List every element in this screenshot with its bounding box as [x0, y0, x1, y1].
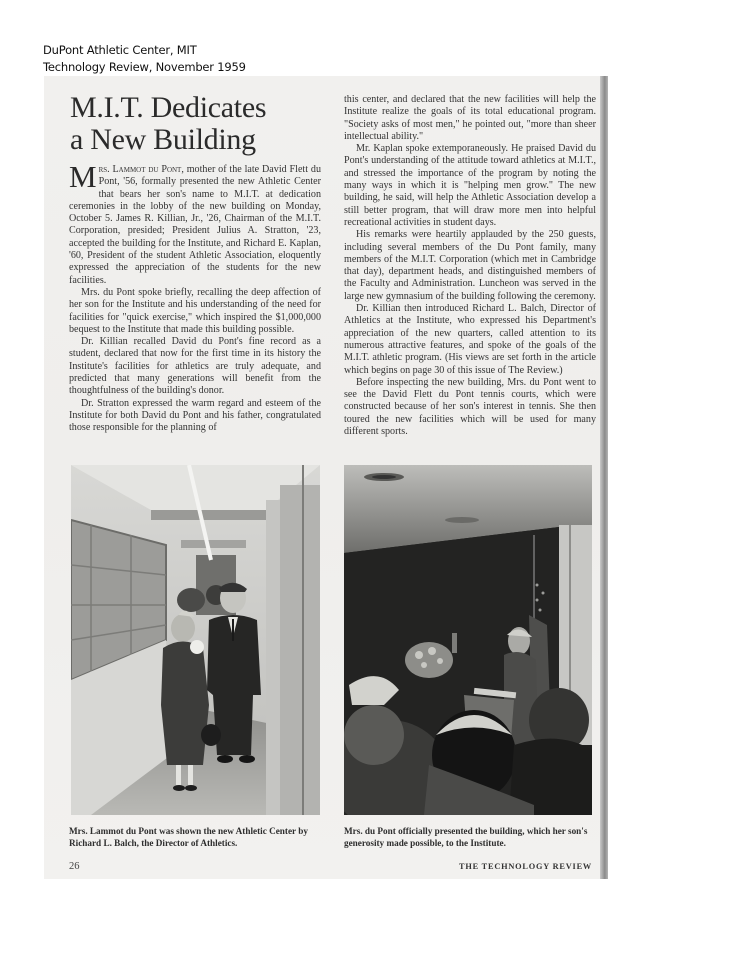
left-text-column: [69, 159, 321, 435]
article-paragraph: Dr. Stratton expressed the warm regard and esteem of the Institute for both David du Pont and his father, congratulated those responsible for the planning of: [69, 397, 321, 434]
photo-caption-left: Mrs. Lammot du Pont was shown the new Athletic Center by Richard L. Balch, the Director of Athletics.: [69, 826, 308, 848]
article-paragraph: His remarks were heartily applauded by the 250 guests, including several members of the Du Pont family, many members of the M.I.T. Corporation (which met in Cambridge that day), department heads, and distinguished members of the Faculty and Administration. Luncheon was served in the large new gymnasium of the building following the ceremony.: [344, 229, 596, 302]
lead-in-smallcaps: rs. Lammot du Pont,: [98, 164, 184, 175]
article-paragraph: Before inspecting the new building, Mrs. du Pont went to see the David Flett du Pont tennis courts, which were constructed because of her son's interest in tennis. She then toured the new facilities which will be used for many different sports.: [344, 376, 596, 438]
headline-line-1: M.I.T. Dedicates: [70, 91, 267, 124]
headline-line-2: a New Building: [70, 123, 256, 156]
ceremony-photo-illustration: [344, 465, 592, 815]
photo-caption-right: Mrs. du Pont officially presented the building, which her son's generosity made possible, to the Institute.: [344, 826, 588, 848]
article-paragraph: [69, 159, 321, 287]
document-title: DuPont Athletic Center, MIT: [43, 43, 197, 57]
page-number: 26: [69, 861, 80, 872]
scan-edge-shadow: [600, 76, 608, 879]
running-title: THE TECHNOLOGY REVIEW: [459, 862, 592, 871]
photo-hallway-walk: [71, 465, 320, 815]
article-headline: [70, 92, 266, 156]
right-text-column: [344, 94, 596, 438]
article-paragraph: Mr. Kaplan spoke extemporaneously. He praised David du Pont's understanding of the attitude toward athletics at M.I.T., and stressed the importance of the program by noting the many ways in which it is "helping men grow." The new building, he said, will help the Athletic Association develop a still better program, that will draw more men into helpful recreational activities in student days.: [344, 143, 596, 228]
article-paragraph: Dr. Killian then introduced Richard L. Balch, Director of Athletics at the Institute, who expressed his Department's appreciation of the new quarters, called attention to its numerous attractive features, and spoke of the goals of the M.I.T. athletic program. (His views are set forth in the article which begins on page 30 of this issue of The Review.): [344, 303, 596, 376]
article-paragraph: Dr. Killian recalled David du Pont's fine record as a student, declared that now for the first time in its history the Institute's facilities for athletics are truly adequate, and predicted that many generations will benefit from the thoughtfulness of the building's donor.: [69, 336, 321, 397]
document-header: [43, 42, 246, 76]
document-source: Technology Review, November 1959: [43, 60, 246, 74]
photo-dedication-ceremony: [344, 465, 592, 815]
paragraph-text: mother of the late David Flett du Pont, '56, formally presented the new Athletic Center that bears her son's name to M.I.T. at dedication ceremonies in the lobby of the new building on Monday, October 5. James R. Killian, Jr., '26, Chairman of the M.I.T. Corporation, presided; President Julius A. Stratton, '23, accepted the building for the Institute, and Richard E. Kaplan, '60, President of the student Athletic Association, eloquently expressed the appreciation of the students for the new facilities.: [69, 164, 321, 286]
article-paragraph: Mrs. du Pont spoke briefly, recalling the deep affection of her son for the Institute and his understanding of the need for facilities for "quick exercise," which inspired the $1,000,000 bequest to the Institute that made this building possible.: [69, 286, 321, 335]
drop-cap: M: [69, 159, 97, 194]
hallway-photo-illustration: [71, 465, 320, 815]
article-paragraph: this center, and declared that the new facilities will help the Institute realize the goals of its total educational program. "Society asks of most men," he pointed out, "more than sheer intellectual ability.": [344, 94, 596, 142]
magazine-page-scan: [44, 76, 608, 879]
